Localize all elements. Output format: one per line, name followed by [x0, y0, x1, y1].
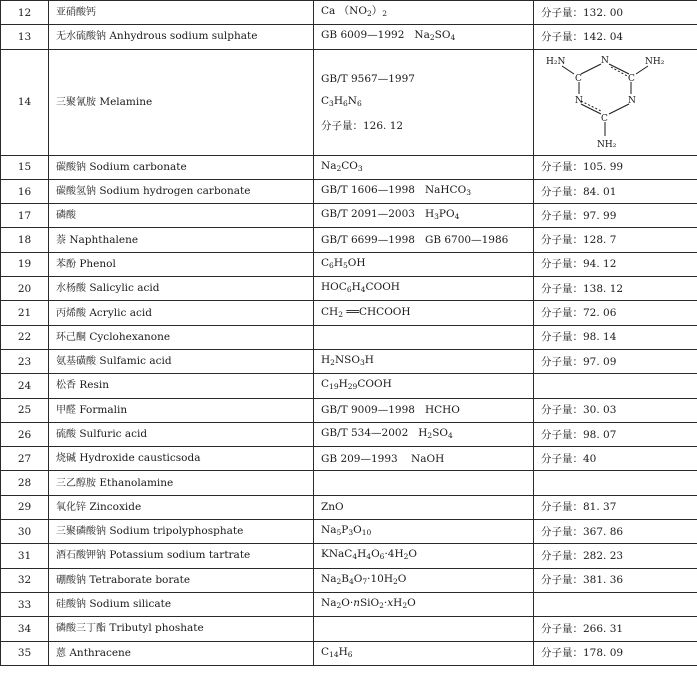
- table-row: [1, 179, 697, 203]
- row-number: 20: [1, 277, 49, 301]
- chemical-name-en: Hydroxide causticsoda: [79, 452, 201, 465]
- table-row: [1, 520, 697, 544]
- chemical-spec: $C_{19}H_{29}COOH$: [314, 374, 534, 398]
- chemical-spec: $HOC_6H_4COOH$: [314, 277, 534, 301]
- table-row: [1, 447, 697, 471]
- molecular-weight: 分子量：142. 04: [534, 25, 697, 49]
- melamine-structure-image: [534, 50, 684, 155]
- chemical-name: [49, 301, 314, 325]
- chemical-name-cn: 无水硫酸钠: [56, 31, 106, 43]
- nh2-bottom-label: NH₂: [597, 139, 617, 150]
- chemical-spec: $CH_2$ ══CHCOOH: [314, 301, 534, 325]
- table-row: [1, 568, 697, 592]
- molecular-weight: 分子量：81. 37: [534, 495, 697, 519]
- chemical-name-cn: 碳酸钠: [56, 161, 86, 173]
- row-number: 16: [1, 179, 49, 203]
- chemical-name-cn: 松香: [56, 380, 76, 392]
- chemical-name-cn: 苯酚: [56, 258, 76, 270]
- molecular-weight: 分子量：94. 12: [534, 252, 697, 276]
- table-row: [1, 398, 697, 422]
- table-row: [1, 349, 697, 373]
- chemical-spec: [314, 471, 534, 495]
- chemical-name-cn: 酒石酸钾钠: [56, 550, 106, 562]
- row-number: 28: [1, 471, 49, 495]
- chemical-name-en: Tetraborate borate: [89, 573, 191, 586]
- table-row: [1, 617, 697, 641]
- row-number: 23: [1, 349, 49, 373]
- chemical-name-en: Sodium carbonate: [89, 160, 187, 173]
- chemical-name-en: Salicylic acid: [89, 282, 160, 295]
- chemical-name-cn: 环己酮: [56, 331, 86, 343]
- chemical-name: [49, 592, 314, 616]
- row-number: 33: [1, 592, 49, 616]
- chemical-spec: [314, 49, 534, 155]
- row-number: 14: [1, 49, 49, 155]
- row-number: 27: [1, 447, 49, 471]
- chemical-name-en: Sodium silicate: [89, 598, 172, 611]
- chemical-name: [49, 447, 314, 471]
- chemical-name: [49, 49, 314, 155]
- molecular-weight: 分子量：282. 23: [534, 544, 697, 568]
- chemical-name-cn: 硫酸: [56, 429, 76, 440]
- chemical-spec: GB/T 534—2002 $H_2SO_4$: [314, 422, 534, 446]
- table-row: [1, 277, 697, 301]
- molecular-weight: 分子量：138. 12: [534, 277, 697, 301]
- table-row: [1, 495, 697, 519]
- molecular-weight: 分子量：84. 01: [534, 179, 697, 203]
- row-number: 22: [1, 325, 49, 349]
- nh2-top-left-label: H₂N: [546, 56, 566, 67]
- molecular-weight: 分子量：30. 03: [534, 398, 697, 422]
- chemical-name: [49, 325, 314, 349]
- ring-n-left: N: [575, 95, 583, 106]
- chemical-name: [49, 179, 314, 203]
- chemical-name-en: Melamine: [99, 95, 153, 108]
- chemical-name-en: Formalin: [79, 403, 128, 416]
- table-row: [1, 641, 697, 665]
- row-number: 32: [1, 568, 49, 592]
- chemical-name-cn: 氨基磺酸: [56, 356, 96, 368]
- row-number: 15: [1, 155, 49, 179]
- chemical-name: [49, 641, 314, 665]
- table-row: [1, 592, 697, 616]
- chemical-spec: ZnO: [314, 495, 534, 519]
- spec-line: GB/T 9567—1997: [321, 72, 415, 85]
- table-row: [1, 544, 697, 568]
- chemical-name-cn: 硅酸钠: [56, 599, 86, 611]
- chemical-name-cn: 磷酸三丁酯: [56, 623, 106, 635]
- chemical-name-cn: 水杨酸: [56, 283, 86, 295]
- chemical-spec: GB/T 9009—1998 HCHO: [314, 398, 534, 422]
- chemical-spec: $Na_2B_4O_7\cdot 10H_2O$: [314, 568, 534, 592]
- row-number: 12: [1, 1, 49, 25]
- chemical-name-en: Resin: [79, 379, 109, 392]
- table-row: [1, 471, 697, 495]
- chemical-spec: Ca $(NO_2)_2$: [314, 1, 534, 25]
- chemical-name-en: Cyclohexanone: [89, 330, 171, 343]
- chemical-name-en: Anhydrous sodium sulphate: [109, 30, 258, 43]
- chemical-spec: $Na_2O\cdot nSiO_2\cdot xH_2O$: [314, 592, 534, 616]
- chemical-name: [49, 520, 314, 544]
- chemical-name: [49, 422, 314, 446]
- molecular-weight: [534, 471, 697, 495]
- spec-line: $C_3H_6N_6$: [321, 94, 362, 108]
- chemical-name: [49, 204, 314, 228]
- chemical-spec: GB/T 1606—1998 NaHCO$_3$: [314, 179, 534, 203]
- molecular-weight: 分子量：381. 36: [534, 568, 697, 592]
- chemical-name-en: Tributyl phoshate: [109, 622, 204, 635]
- ring-c-right: C: [628, 73, 635, 84]
- row-number: 13: [1, 25, 49, 49]
- chemical-name: [49, 25, 314, 49]
- molecular-weight: 分子量：132. 00: [534, 1, 697, 25]
- chemical-spec: $C_{14}H_6$: [314, 641, 534, 665]
- chemical-name-cn: 丙烯酸: [56, 307, 86, 319]
- table-row: [1, 252, 697, 276]
- chemical-name-en: Sodium hydrogen carbonate: [99, 185, 251, 198]
- molecular-weight: 分子量：128. 7: [534, 228, 697, 252]
- chemical-name-en: Sulfuric acid: [79, 428, 148, 440]
- row-number: 18: [1, 228, 49, 252]
- chemical-name-en: Phenol: [79, 257, 116, 270]
- table-row: [1, 228, 697, 252]
- chemical-name: [49, 252, 314, 276]
- ring-c-bottom: C: [601, 113, 608, 124]
- chemical-spec: $KNaC_4H_4O_6\cdot 4H_2O$: [314, 544, 534, 568]
- table-row: [1, 25, 697, 49]
- chemical-name-cn: 萘: [56, 234, 66, 246]
- chemical-spec: GB/T 2091—2003 $H_3PO_4$: [314, 204, 534, 228]
- row-number: 17: [1, 204, 49, 228]
- row-number: 31: [1, 544, 49, 568]
- molecular-weight: [534, 49, 697, 155]
- chemical-name: [49, 277, 314, 301]
- molecular-weight: 分子量：266. 31: [534, 617, 697, 641]
- chemical-spec: [314, 617, 534, 641]
- chemical-table-body: [1, 1, 697, 666]
- table-row: [1, 374, 697, 398]
- chemical-name-cn: 磷酸: [56, 210, 76, 222]
- chemical-spec: GB 209—1993 NaOH: [314, 447, 534, 471]
- chemical-name-en: Potassium sodium tartrate: [109, 549, 251, 562]
- chemical-name: [49, 398, 314, 422]
- chemical-name: [49, 617, 314, 641]
- chemical-name-cn: 亚硝酸钙: [56, 7, 96, 19]
- chemical-name: [49, 568, 314, 592]
- table-row: [1, 155, 697, 179]
- chemical-name-cn: 碳酸氢钠: [56, 186, 96, 198]
- row-number: 24: [1, 374, 49, 398]
- ring-n-top: N: [601, 55, 609, 66]
- table-row: [1, 422, 697, 446]
- ring-c-left: C: [575, 73, 582, 84]
- chemical-name-cn: 氧化锌: [56, 501, 86, 513]
- chemical-name: [49, 349, 314, 373]
- chemical-name: [49, 155, 314, 179]
- nh2-top-right-label: NH₂: [645, 56, 665, 67]
- chemical-spec: $Na_5P_3O_{10}$: [314, 520, 534, 544]
- chemical-name-en: Ethanolamine: [99, 476, 174, 489]
- chemical-name-cn: 蒽: [56, 647, 66, 659]
- chemical-name-en: Acrylic acid: [89, 306, 152, 319]
- table-row: [1, 49, 697, 155]
- molecular-weight: [534, 592, 697, 616]
- row-number: 34: [1, 617, 49, 641]
- chemical-name-cn: 三聚磷酸钠: [56, 526, 106, 538]
- row-number: 26: [1, 422, 49, 446]
- chemical-name-cn: 烧碱: [56, 453, 76, 465]
- molecular-weight: 分子量：178. 09: [534, 641, 697, 665]
- row-number: 21: [1, 301, 49, 325]
- chemical-name-en: Anthracene: [69, 646, 132, 659]
- chemical-name: [49, 544, 314, 568]
- table-row: [1, 204, 697, 228]
- chemical-name: [49, 471, 314, 495]
- molecular-weight: 分子量：98. 14: [534, 325, 697, 349]
- ring-n-right: N: [628, 95, 636, 106]
- chemical-name: [49, 495, 314, 519]
- chemical-name-cn: 甲醛: [56, 404, 76, 416]
- chemical-name-cn: 三聚氰胺: [56, 96, 96, 108]
- chemical-name-en: Sodium tripolyphosphate: [109, 525, 244, 538]
- chemical-spec: $C_6H_5OH$: [314, 252, 534, 276]
- row-number: 25: [1, 398, 49, 422]
- chemical-spec: GB/T 6699—1998 GB 6700—1986: [314, 228, 534, 252]
- table-row: [1, 1, 697, 25]
- row-number: 29: [1, 495, 49, 519]
- molecular-weight: 分子量：97. 99: [534, 204, 697, 228]
- chemical-spec: $H_2NSO_3H$: [314, 349, 534, 373]
- chemical-name: [49, 1, 314, 25]
- chemical-spec: GB 6009—1992 $Na_2SO_4$: [314, 25, 534, 49]
- chemical-name-en: Naphthalene: [69, 233, 139, 246]
- row-number: 35: [1, 641, 49, 665]
- molecular-weight: 分子量：105. 99: [534, 155, 697, 179]
- table-row: [1, 325, 697, 349]
- spec-line: 分子量：126. 12: [321, 119, 404, 132]
- chemical-name-en: Sulfamic acid: [99, 355, 172, 368]
- chemical-name: [49, 228, 314, 252]
- molecular-weight: 分子量：72. 06: [534, 301, 697, 325]
- row-number: 30: [1, 520, 49, 544]
- chemical-name-en: Zincoxide: [89, 500, 142, 513]
- chemical-name-cn: 三乙醇胺: [56, 477, 96, 489]
- row-number: 19: [1, 252, 49, 276]
- chemical-name-cn: 硼酸钠: [56, 574, 86, 586]
- molecular-weight: [534, 374, 697, 398]
- molecular-weight: 分子量：97. 09: [534, 349, 697, 373]
- molecular-weight: 分子量：367. 86: [534, 520, 697, 544]
- chemical-spec: $Na_2CO_3$: [314, 155, 534, 179]
- table-row: [1, 301, 697, 325]
- chemical-spec: [314, 325, 534, 349]
- chemical-name: [49, 374, 314, 398]
- molecular-weight: 分子量：40: [534, 447, 697, 471]
- molecular-weight: 分子量：98. 07: [534, 422, 697, 446]
